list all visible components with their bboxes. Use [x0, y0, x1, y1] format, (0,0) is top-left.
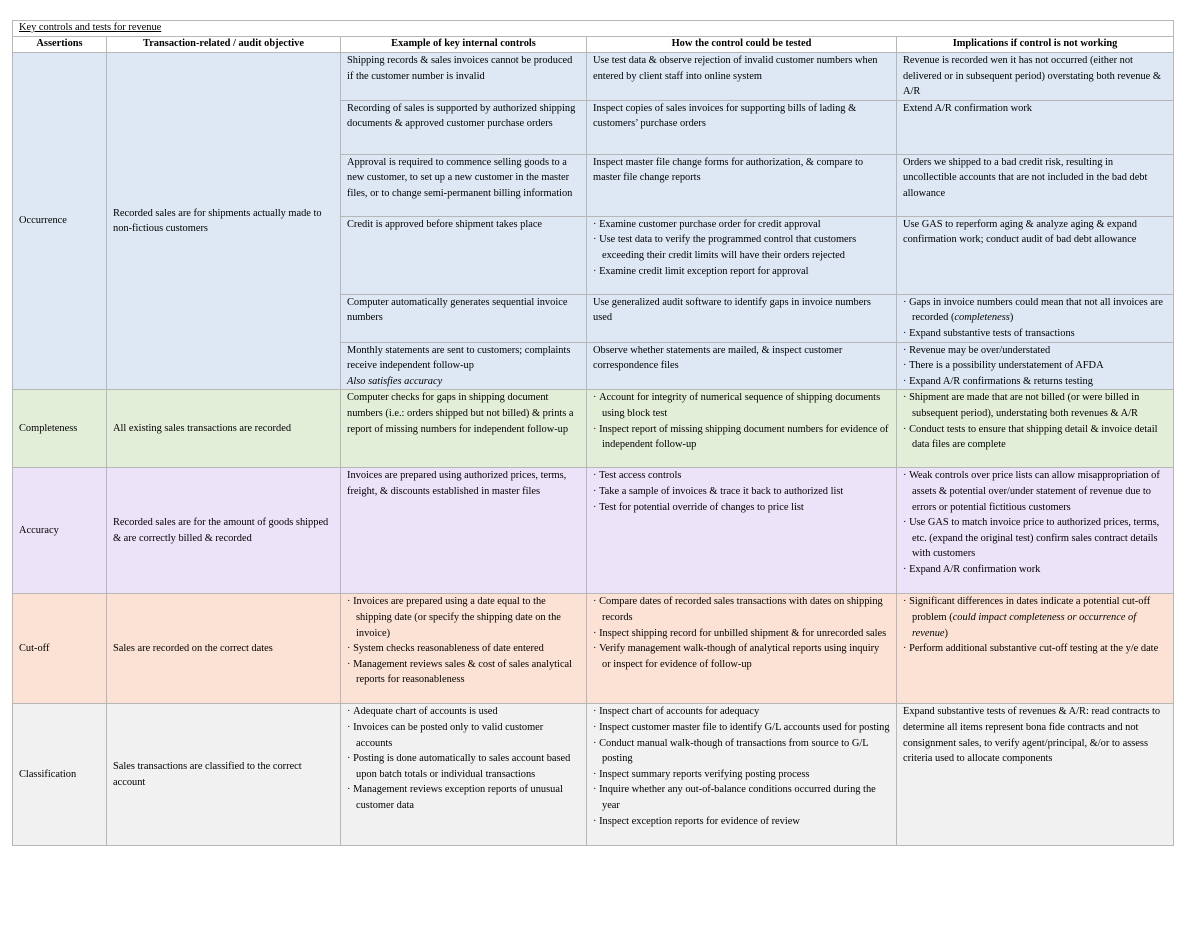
control-cell: Computer checks for gaps in shipping document numbers (i.e.: orders shipped but not billed) & prints a report of missing numbers for independent follow-up — [341, 390, 587, 468]
title-row — [13, 21, 1174, 37]
list-item: · Management reviews exception reports of unusual customer data — [347, 782, 580, 813]
test-cell — [587, 468, 897, 594]
control-cell: Credit is approved before shipment takes place — [341, 216, 587, 294]
implication-cell — [897, 390, 1174, 468]
control-cell: Shipping records & sales invoices cannot be produced if the customer number is invalid — [341, 53, 587, 101]
list-item — [903, 594, 1167, 641]
control-cell: Computer automatically generates sequential invoice numbers — [341, 294, 587, 342]
list-item: · Inspect shipping record for unbilled shipment & for unrecorded sales — [593, 626, 890, 642]
list-item-text: Significant differences in dates indicate a potential cut-off problem ( — [909, 596, 1151, 623]
list-item: · There is a possibility understatement of AFDA — [903, 358, 1167, 374]
list-item: · Expand A/R confirmations & returns testing — [903, 374, 1167, 390]
list-item-text: ) — [1009, 312, 1014, 324]
header-tests: How the control could be tested — [587, 37, 897, 53]
list-item: · Test for potential override of changes to price list — [593, 500, 890, 516]
implication-cell: Use GAS to reperform aging & analyze aging & expand confirmation work; conduct audit of bad debt allowance — [897, 216, 1174, 294]
list-item: · Posting is done automatically to sales account based upon batch totals or individual transactions — [347, 751, 580, 782]
header-row — [13, 37, 1174, 53]
list-item: · Expand A/R confirmation work — [903, 562, 1167, 578]
table-row — [13, 468, 1174, 594]
sheet-title: Key controls and tests for revenue — [13, 21, 1174, 37]
list-item: · Invoices can be posted only to valid customer accounts — [347, 720, 580, 751]
list-item: · Examine credit limit exception report for approval — [593, 264, 890, 280]
list-item: · Inspect summary reports verifying posting process — [593, 767, 890, 783]
table-row — [13, 704, 1174, 846]
implication-cell: Revenue is recorded wen it has not occurred (either not delivered or in subsequent period) overstating both revenue & A/R — [897, 53, 1174, 101]
implication-cell — [897, 594, 1174, 704]
control-cell — [341, 342, 587, 390]
objective-accuracy: Recorded sales are for the amount of goods shipped & are correctly billed & recorded — [107, 468, 341, 594]
list-item: · Management reviews sales & cost of sales analytical reports for reasonableness — [347, 657, 580, 688]
control-text: Monthly statements are sent to customers; complaints receive independent follow-up — [347, 344, 571, 372]
list-item: · Inquire whether any out-of-balance conditions occurred during the year — [593, 782, 890, 813]
italic-note: completeness — [954, 312, 1010, 324]
list-item: · Examine customer purchase order for credit approval — [593, 217, 890, 233]
header-assertions: Assertions — [13, 37, 107, 53]
implication-cell — [897, 294, 1174, 342]
table-row — [13, 53, 1174, 101]
list-item: · Conduct tests to ensure that shipping detail & invoice detail data files are complete — [903, 422, 1167, 453]
list-item — [903, 295, 1167, 326]
implication-cell: Extend A/R confirmation work — [897, 100, 1174, 154]
list-item: · Compare dates of recorded sales transactions with dates on shipping records — [593, 594, 890, 625]
header-implications: Implications if control is not working — [897, 37, 1174, 53]
list-item: · Expand substantive tests of transactions — [903, 326, 1167, 342]
test-cell: Inspect copies of sales invoices for supporting bills of lading & customers’ purchase orders — [587, 100, 897, 154]
objective-completeness: All existing sales transactions are recorded — [107, 390, 341, 468]
list-item: · Shipment are made that are not billed (or were billed in subsequent period), understating both revenues & A/R — [903, 390, 1167, 421]
assertion-occurrence: Occurrence — [13, 53, 107, 390]
implication-cell: Expand substantive tests of revenues & A/R: read contracts to determine all items represent bona fide contracts and not consignment sales, to verify agent/principal, &/or to assess criteria used to allocate components — [897, 704, 1174, 846]
test-cell: Observe whether statements are mailed, & inspect customer correspondence files — [587, 342, 897, 390]
assertion-classification: Classification — [13, 704, 107, 846]
test-cell: Use generalized audit software to identify gaps in invoice numbers used — [587, 294, 897, 342]
control-cell: Approval is required to commence selling goods to a new customer, to set up a new customer in the master files, or to change semi-permanent billing information — [341, 154, 587, 216]
test-cell — [587, 594, 897, 704]
list-item: · Perform additional substantive cut-off testing at the y/e date — [903, 641, 1167, 657]
implication-cell — [897, 342, 1174, 390]
test-cell: Use test data & observe rejection of invalid customer numbers when entered by client staff into online system — [587, 53, 897, 101]
table-row — [13, 594, 1174, 704]
control-cell: Invoices are prepared using authorized prices, terms, freight, & discounts established in master files — [341, 468, 587, 594]
list-item: · Verify management walk-though of analytical reports using inquiry or inspect for evidence of follow-up — [593, 641, 890, 672]
test-cell — [587, 216, 897, 294]
list-item: · Use test data to verify the programmed control that customers exceeding their credit limits will have their orders rejected — [593, 232, 890, 263]
list-item: · Account for integrity of numerical sequence of shipping documents using block test — [593, 390, 890, 421]
test-cell — [587, 704, 897, 846]
implication-cell: Orders we shipped to a bad credit risk, resulting in uncollectible accounts that are not included in the bad debt allowance — [897, 154, 1174, 216]
list-item-text: Gaps in invoice numbers could mean that not all invoices are recorded ( — [909, 296, 1163, 324]
list-item: · Conduct manual walk-though of transactions from source to G/L posting — [593, 736, 890, 767]
list-item: · Inspect customer master file to identify G/L accounts used for posting — [593, 720, 890, 736]
implication-cell — [897, 468, 1174, 594]
list-item: · Use GAS to match invoice price to authorized prices, terms, etc. (expand the original test) confirm sales contract details with customers — [903, 515, 1167, 562]
assertion-completeness: Completeness — [13, 390, 107, 468]
header-controls: Example of key internal controls — [341, 37, 587, 53]
controls-table — [12, 20, 1174, 846]
assertion-accuracy: Accuracy — [13, 468, 107, 594]
objective-occurrence: Recorded sales are for shipments actually made to non-fictious customers — [107, 53, 341, 390]
list-item: · Invoices are prepared using a date equal to the shipping date (or specify the shipping date on the invoice) — [347, 594, 580, 641]
list-item: · Take a sample of invoices & trace it back to authorized list — [593, 484, 890, 500]
list-item: · Inspect chart of accounts for adequacy — [593, 704, 890, 720]
control-cell — [341, 704, 587, 846]
list-item: · Inspect report of missing shipping document numbers for evidence of independent follow-up — [593, 422, 890, 453]
list-item: · Revenue may be over/understated — [903, 343, 1167, 359]
list-item: · Adequate chart of accounts is used — [347, 704, 580, 720]
list-item: · Test access controls — [593, 468, 890, 484]
header-objective: Transaction-related / audit objective — [107, 37, 341, 53]
italic-note: Also satisfies accuracy — [347, 375, 443, 387]
list-item: · System checks reasonableness of date entered — [347, 641, 580, 657]
list-item-text: ) — [944, 627, 948, 639]
test-cell — [587, 390, 897, 468]
objective-classification: Sales transactions are classified to the correct account — [107, 704, 341, 846]
list-item: · Weak controls over price lists can allow misappropriation of assets & potential over/under statement of revenue due to errors or potential fictitious customers — [903, 468, 1167, 515]
objective-cutoff: Sales are recorded on the correct dates — [107, 594, 341, 704]
italic-note: could impact completeness or occurrence of revenue — [912, 611, 1137, 639]
test-cell: Inspect master file change forms for authorization, & compare to master file change reports — [587, 154, 897, 216]
controls-sheet — [12, 20, 1173, 846]
list-item: · Inspect exception reports for evidence of review — [593, 814, 890, 830]
control-cell: Recording of sales is supported by authorized shipping documents & approved customer purchase orders — [341, 100, 587, 154]
table-row — [13, 390, 1174, 468]
control-cell — [341, 594, 587, 704]
assertion-cutoff: Cut-off — [13, 594, 107, 704]
